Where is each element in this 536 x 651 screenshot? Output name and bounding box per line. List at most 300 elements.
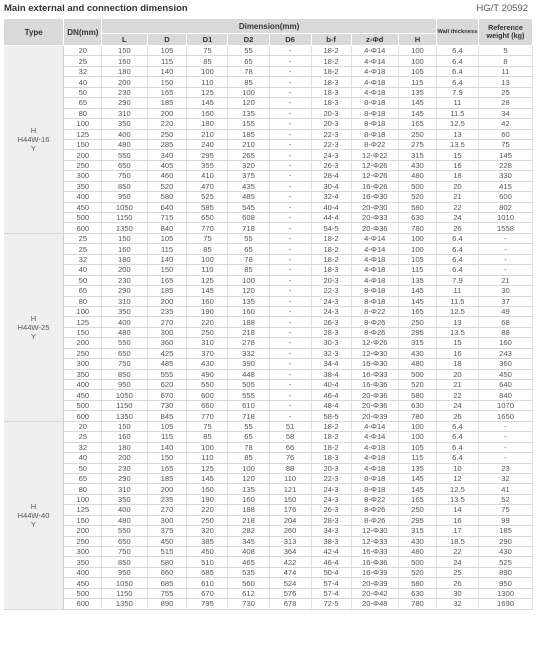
table-cell: 8-Φ22 <box>351 139 398 149</box>
table-cell: 520 <box>399 192 437 202</box>
table-cell: 350 <box>64 557 102 567</box>
table-cell: 60 <box>478 129 532 139</box>
table-cell: 4-Φ14 <box>351 46 398 56</box>
table-cell: 160 <box>102 244 147 254</box>
table-cell: - <box>269 129 311 139</box>
table-cell: 6.4 <box>436 77 478 87</box>
table-cell: 535 <box>228 567 269 577</box>
col-bf: b-f <box>311 34 351 46</box>
table-cell: 145 <box>187 473 228 483</box>
table-cell: - <box>269 369 311 379</box>
table-cell: 350 <box>102 119 147 129</box>
col-d1: D1 <box>187 34 228 46</box>
table-cell: 8 <box>478 56 532 66</box>
table-cell: 110 <box>187 265 228 275</box>
table-cell: 185 <box>228 129 269 139</box>
table-cell: 1050 <box>102 390 147 400</box>
table-cell: 450 <box>147 536 187 546</box>
table-cell: 150 <box>64 327 102 337</box>
table-cell: 135 <box>399 463 437 473</box>
table-cell: 750 <box>102 547 147 557</box>
table-cell: 200 <box>147 296 187 306</box>
type-label-mid: H44W-16 <box>17 134 50 144</box>
table-cell: 250 <box>187 515 228 525</box>
table-cell: 218 <box>228 515 269 525</box>
table-cell: 100 <box>64 119 102 129</box>
table-cell: 125 <box>187 463 228 473</box>
table-cell: 145 <box>399 296 437 306</box>
table-cell: 23 <box>478 463 532 473</box>
table-cell: 525 <box>478 557 532 567</box>
table-cell: 140 <box>147 66 187 76</box>
table-cell: 24 <box>436 213 478 223</box>
table-cell: 30 <box>436 588 478 598</box>
table-cell: 220 <box>187 505 228 515</box>
col-zd: z-Φd <box>351 34 398 46</box>
type-label-mid: H44W-40 <box>17 510 50 520</box>
table-cell: 16-Φ33 <box>351 369 398 379</box>
table-row <box>4 463 533 473</box>
table-cell: 22-3 <box>311 286 351 296</box>
table-cell: - <box>269 233 311 243</box>
table-cell: 1050 <box>102 578 147 588</box>
table-row <box>4 327 533 337</box>
table-cell: 890 <box>478 567 532 577</box>
table-cell: 460 <box>147 171 187 181</box>
table-body <box>4 46 533 610</box>
table-cell: 11 <box>436 98 478 108</box>
table-cell: 21 <box>436 192 478 202</box>
table-cell: 105 <box>399 66 437 76</box>
table-row <box>4 77 533 87</box>
table-cell: 243 <box>478 348 532 358</box>
table-cell: 840 <box>478 390 532 400</box>
type-label-bot: Y <box>30 519 36 529</box>
table-row <box>4 338 533 348</box>
table-cell: 150 <box>102 46 147 56</box>
table-cell: 250 <box>399 129 437 139</box>
table-cell: - <box>269 265 311 275</box>
table-cell: 750 <box>102 171 147 181</box>
table-cell: 370 <box>187 348 228 358</box>
table-cell: 350 <box>102 494 147 504</box>
table-cell: - <box>269 108 311 118</box>
table-row <box>4 306 533 316</box>
table-cell: 4-Φ14 <box>351 244 398 254</box>
table-cell: 110 <box>187 77 228 87</box>
dimension-table <box>3 18 533 610</box>
table-cell: 310 <box>102 108 147 118</box>
table-cell: 4-Φ14 <box>351 56 398 66</box>
type-cell <box>4 421 64 609</box>
table-cell: 1350 <box>102 599 147 609</box>
table-cell: 425 <box>147 348 187 358</box>
table-cell: 230 <box>102 275 147 285</box>
table-cell: 400 <box>64 380 102 390</box>
table-cell: 18 <box>436 359 478 369</box>
table-cell: 165 <box>147 275 187 285</box>
table-cell: 480 <box>102 139 147 149</box>
table-cell: 300 <box>64 547 102 557</box>
table-cell: 185 <box>147 98 187 108</box>
type-label-top: H <box>30 125 37 135</box>
table-cell: 26 <box>436 223 478 233</box>
table-cell: 6.4 <box>436 432 478 442</box>
table-cell: - <box>269 56 311 66</box>
table-cell: 188 <box>228 317 269 327</box>
table-cell: 145 <box>399 473 437 483</box>
table-cell: - <box>269 400 311 410</box>
table-cell: 755 <box>147 588 187 598</box>
table-cell: 85 <box>187 56 228 66</box>
table-cell: 520 <box>147 181 187 191</box>
table-cell: - <box>269 296 311 306</box>
table-cell: 120 <box>228 286 269 296</box>
table-cell: 20-Φ36 <box>351 223 398 233</box>
table-cell: 12-Φ30 <box>351 348 398 358</box>
table-cell: 218 <box>228 327 269 337</box>
table-cell: 12 <box>436 473 478 483</box>
table-cell: 4-Φ14 <box>351 432 398 442</box>
table-cell: 28-3 <box>311 327 351 337</box>
table-cell: 24 <box>436 400 478 410</box>
table-cell: 315 <box>399 338 437 348</box>
table-cell: 30-4 <box>311 181 351 191</box>
table-cell: 300 <box>147 327 187 337</box>
table-cell: 160 <box>187 296 228 306</box>
table-cell: 125 <box>64 129 102 139</box>
table-row <box>4 244 533 254</box>
table-cell: 105 <box>399 442 437 452</box>
table-cell: 660 <box>187 400 228 410</box>
table-cell: 385 <box>187 536 228 546</box>
table-cell: 770 <box>187 411 228 421</box>
table-cell: 20-3 <box>311 119 351 129</box>
table-cell: - <box>269 87 311 97</box>
table-cell: 8-Φ18 <box>351 119 398 129</box>
table-cell: 18-3 <box>311 87 351 97</box>
table-cell: 200 <box>102 453 147 463</box>
table-cell: 65 <box>228 244 269 254</box>
table-cell: 18-2 <box>311 66 351 76</box>
table-cell: 22 <box>436 547 478 557</box>
table-cell: 332 <box>228 348 269 358</box>
table-cell: 51 <box>269 421 311 431</box>
table-row <box>4 150 533 160</box>
table-cell: 310 <box>187 338 228 348</box>
table-cell: 135 <box>228 484 269 494</box>
table-cell: 550 <box>102 338 147 348</box>
table-cell: 840 <box>147 223 187 233</box>
table-cell: 38-3 <box>311 536 351 546</box>
table-cell: 185 <box>478 526 532 536</box>
table-cell: 24-3 <box>311 494 351 504</box>
table-cell: 400 <box>64 567 102 577</box>
table-cell: 40 <box>64 265 102 275</box>
col-h: H <box>399 34 437 46</box>
table-cell: 105 <box>147 421 187 431</box>
table-cell: 795 <box>187 599 228 609</box>
table-cell: 520 <box>399 567 437 577</box>
table-cell: 485 <box>228 192 269 202</box>
table-cell: 240 <box>187 139 228 149</box>
table-cell: 300 <box>64 171 102 181</box>
table-cell: 11 <box>436 286 478 296</box>
table-row <box>4 181 533 191</box>
table-cell: 85 <box>187 432 228 442</box>
table-cell: 100 <box>399 56 437 66</box>
table-cell: 125 <box>64 317 102 327</box>
table-cell: 180 <box>102 442 147 452</box>
table-cell: - <box>478 265 532 275</box>
table-cell: 580 <box>399 390 437 400</box>
table-cell: 250 <box>399 505 437 515</box>
table-cell: 80 <box>64 108 102 118</box>
table-row <box>4 432 533 442</box>
table-cell: 550 <box>187 380 228 390</box>
table-cell: 65 <box>64 98 102 108</box>
table-cell: - <box>269 202 311 212</box>
table-row <box>4 192 533 202</box>
table-cell: 282 <box>228 526 269 536</box>
table-cell: 474 <box>269 567 311 577</box>
table-cell: 1010 <box>478 213 532 223</box>
table-cell: 485 <box>147 359 187 369</box>
table-cell: 630 <box>399 400 437 410</box>
table-cell: 718 <box>228 411 269 421</box>
table-cell: 320 <box>187 526 228 536</box>
table-cell: - <box>269 181 311 191</box>
col-type: Type <box>4 19 64 46</box>
table-cell: 4-Φ18 <box>351 265 398 275</box>
table-row <box>4 202 533 212</box>
table-cell: 6.4 <box>436 421 478 431</box>
table-cell: 37 <box>478 296 532 306</box>
table-cell: 145 <box>399 286 437 296</box>
table-cell: 160 <box>228 494 269 504</box>
table-cell: 18-3 <box>311 265 351 275</box>
table-cell: 24-3 <box>311 150 351 160</box>
table-cell: - <box>269 119 311 129</box>
table-cell: 770 <box>187 223 228 233</box>
table-cell: 1350 <box>102 411 147 421</box>
table-cell: 190 <box>187 494 228 504</box>
table-cell: - <box>269 359 311 369</box>
table-row <box>4 296 533 306</box>
table-cell: - <box>478 244 532 254</box>
table-cell: 465 <box>228 557 269 567</box>
table-cell: 26 <box>436 411 478 421</box>
table-cell: 24 <box>436 557 478 567</box>
table-cell: - <box>269 192 311 202</box>
table-cell: 200 <box>64 150 102 160</box>
table-cell: 88 <box>269 463 311 473</box>
table-cell: 350 <box>64 369 102 379</box>
table-cell: 78 <box>228 66 269 76</box>
table-cell: 6.4 <box>436 56 478 66</box>
table-cell: 600 <box>64 411 102 421</box>
table-row <box>4 557 533 567</box>
table-cell: 612 <box>228 588 269 598</box>
table-cell: 20-Φ36 <box>351 390 398 400</box>
table-cell: 430 <box>187 359 228 369</box>
table-cell: 18-2 <box>311 442 351 452</box>
table-cell: 150 <box>147 265 187 275</box>
table-cell: 34-3 <box>311 526 351 536</box>
table-cell: 26-3 <box>311 160 351 170</box>
table-row <box>4 87 533 97</box>
table-cell: 285 <box>147 139 187 149</box>
table-cell: 21 <box>436 380 478 390</box>
table-cell: 400 <box>102 505 147 515</box>
table-cell: 160 <box>228 306 269 316</box>
table-row <box>4 400 533 410</box>
table-row <box>4 526 533 536</box>
table-cell: 12-Φ26 <box>351 171 398 181</box>
table-cell: 145 <box>187 98 228 108</box>
table-cell: 50 <box>64 275 102 285</box>
table-cell: 1050 <box>102 202 147 212</box>
table-cell: 630 <box>399 213 437 223</box>
table-cell: 32 <box>64 66 102 76</box>
table-cell: 100 <box>399 421 437 431</box>
table-cell: 121 <box>269 484 311 494</box>
table-cell: 20-Φ39 <box>351 578 398 588</box>
table-cell: 16-Φ36 <box>351 557 398 567</box>
table-cell: 40-4 <box>311 380 351 390</box>
table-cell: 20-3 <box>311 108 351 118</box>
table-cell: 140 <box>147 254 187 264</box>
table-cell: 600 <box>478 192 532 202</box>
table-cell: 10 <box>436 463 478 473</box>
table-cell: 4-Φ14 <box>351 233 398 243</box>
table-row <box>4 380 533 390</box>
table-cell: 85 <box>228 265 269 275</box>
table-cell: 448 <box>228 369 269 379</box>
table-cell: - <box>269 244 311 254</box>
table-cell: 490 <box>187 369 228 379</box>
table-cell: 1150 <box>102 213 147 223</box>
table-cell: 12-Φ30 <box>351 526 398 536</box>
table-cell: 18-3 <box>311 77 351 87</box>
table-cell: 250 <box>64 348 102 358</box>
table-cell: 4-Φ18 <box>351 453 398 463</box>
table-cell: 85 <box>228 77 269 87</box>
table-cell: 68 <box>478 317 532 327</box>
table-cell: 500 <box>64 588 102 598</box>
table-row <box>4 536 533 546</box>
table-cell: 46-4 <box>311 390 351 400</box>
table-cell: 180 <box>187 119 228 129</box>
table-cell: 20 <box>436 181 478 191</box>
table-cell: 30 <box>478 286 532 296</box>
table-cell: 8-Φ26 <box>351 515 398 525</box>
table-cell: 12.5 <box>436 119 478 129</box>
table-cell: 430 <box>399 348 437 358</box>
table-cell: 25 <box>64 244 102 254</box>
table-cell: 16-Φ33 <box>351 547 398 557</box>
table-cell: 8-Φ26 <box>351 505 398 515</box>
col-d: D <box>147 34 187 46</box>
table-cell: 165 <box>147 87 187 97</box>
table-cell: 480 <box>102 327 147 337</box>
table-cell: 55 <box>228 233 269 243</box>
table-cell: 50 <box>64 463 102 473</box>
table-cell: 22 <box>436 202 478 212</box>
table-cell: 11.5 <box>436 296 478 306</box>
table-cell: 560 <box>228 578 269 588</box>
table-cell: 275 <box>399 139 437 149</box>
table-cell: 18-2 <box>311 254 351 264</box>
table-cell: 200 <box>64 338 102 348</box>
table-cell: 18 <box>436 171 478 181</box>
table-cell: 78 <box>228 442 269 452</box>
table-cell: 28-3 <box>311 515 351 525</box>
table-cell: 200 <box>102 265 147 275</box>
table-cell: 13.5 <box>436 139 478 149</box>
table-cell: 650 <box>102 160 147 170</box>
table-row <box>4 505 533 515</box>
table-cell: 32 <box>64 254 102 264</box>
table-cell: 13 <box>436 317 478 327</box>
table-cell: 315 <box>399 150 437 160</box>
col-l: L <box>102 34 147 46</box>
table-cell: 13.5 <box>436 494 478 504</box>
table-cell: - <box>269 286 311 296</box>
table-cell: 135 <box>399 275 437 285</box>
table-cell: 150 <box>102 233 147 243</box>
table-cell: 480 <box>399 171 437 181</box>
table-cell: 34 <box>478 108 532 118</box>
table-row <box>4 473 533 483</box>
table-cell: 100 <box>64 494 102 504</box>
table-row <box>4 515 533 525</box>
table-row <box>4 453 533 463</box>
table-cell: 145 <box>399 484 437 494</box>
table-cell: 22-3 <box>311 139 351 149</box>
table-cell: 110 <box>187 453 228 463</box>
table-cell: 165 <box>147 463 187 473</box>
table-cell: 180 <box>102 254 147 264</box>
table-cell: 360 <box>478 359 532 369</box>
table-cell: 685 <box>147 578 187 588</box>
table-row <box>4 66 533 76</box>
table-cell: 480 <box>399 547 437 557</box>
table-cell: 430 <box>478 547 532 557</box>
table-cell: 580 <box>399 578 437 588</box>
table-row <box>4 160 533 170</box>
table-cell: 660 <box>147 567 187 577</box>
table-cell: 450 <box>478 369 532 379</box>
table-cell: 85 <box>228 453 269 463</box>
table-cell: 410 <box>187 171 228 181</box>
table-cell: 40 <box>64 77 102 87</box>
table-cell: 12-Φ26 <box>351 160 398 170</box>
table-cell: 13 <box>478 77 532 87</box>
table-cell: 6.4 <box>436 442 478 452</box>
table-cell: 28-4 <box>311 171 351 181</box>
table-cell: 1150 <box>102 400 147 410</box>
table-cell: 585 <box>187 202 228 212</box>
table-cell: 20-Φ39 <box>351 411 398 421</box>
table-row <box>4 348 533 358</box>
table-title: Main external and connection dimension <box>4 3 188 14</box>
table-cell: 510 <box>187 557 228 567</box>
table-cell: 500 <box>399 557 437 567</box>
table-cell: 150 <box>64 139 102 149</box>
table-cell: 640 <box>478 380 532 390</box>
table-cell: 165 <box>399 306 437 316</box>
